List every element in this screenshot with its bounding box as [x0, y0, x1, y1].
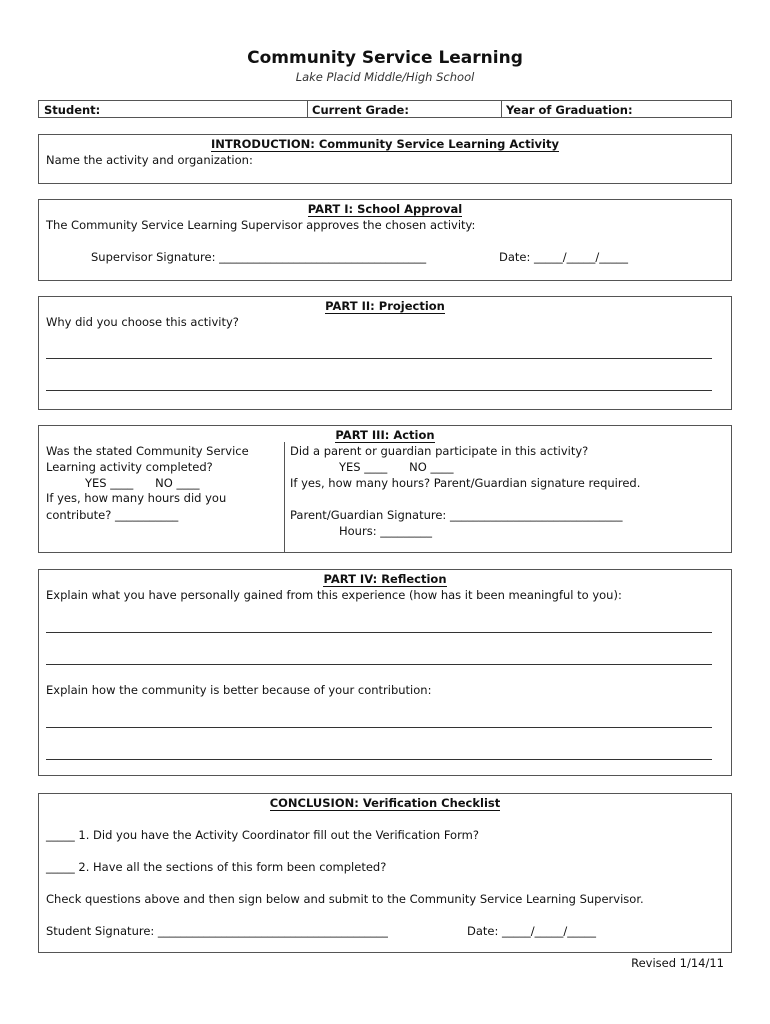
completed-question-line1: Was the stated Community Service [46, 444, 249, 458]
completed-yes-no[interactable]: YES ____ NO ____ [85, 476, 200, 490]
answer-line[interactable] [46, 727, 712, 728]
part2-heading: PART II: Projection [325, 299, 445, 313]
answer-line[interactable] [46, 664, 712, 665]
approval-text: The Community Service Learning Supervisor approves the chosen activity: [46, 218, 476, 232]
reflection-question-2: Explain how the community is better because of your contribution: [46, 683, 432, 697]
hours-question-line1: If yes, how many hours did you [46, 491, 227, 505]
student-signature-field[interactable]: Student Signature: ________________________________________ [46, 924, 388, 938]
introduction-heading: INTRODUCTION: Community Service Learning Activity [211, 137, 559, 151]
part3-section [38, 425, 732, 553]
introduction-section [38, 134, 732, 184]
parent-question: Did a parent or guardian participate in this activity? [290, 444, 589, 458]
school-name: Lake Placid Middle/High School [295, 70, 475, 84]
part3-heading: PART III: Action [335, 428, 435, 442]
answer-line[interactable] [46, 632, 712, 633]
revision-date: Revised 1/14/11 [631, 956, 724, 970]
parent-signature-field[interactable]: Parent/Guardian Signature: ______________________________ [290, 508, 623, 522]
student-info-row [38, 100, 732, 118]
part1-section [38, 199, 732, 281]
answer-line[interactable] [46, 358, 712, 359]
parent-hours-field[interactable]: Hours: _________ [339, 524, 432, 538]
divider [284, 442, 285, 552]
conclusion-section [38, 793, 732, 953]
reflection-question-1: Explain what you have personally gained from this experience (how has it been meaningful to you): [46, 588, 622, 602]
projection-question: Why did you choose this activity? [46, 315, 239, 329]
conclusion-heading: CONCLUSION: Verification Checklist [269, 796, 501, 810]
checklist-item-2[interactable]: _____ 2. Have all the sections of this form been completed? [46, 860, 387, 874]
supervisor-date-field[interactable]: Date: _____/_____/_____ [499, 250, 629, 264]
hours-contributed-field[interactable]: contribute? ___________ [46, 508, 179, 522]
answer-line[interactable] [46, 390, 712, 391]
student-date-field[interactable]: Date: _____/_____/_____ [467, 924, 597, 938]
answer-line[interactable] [46, 759, 712, 760]
parent-yes-no[interactable]: YES ____ NO ____ [339, 460, 454, 474]
grade-field[interactable]: Current Grade: [312, 103, 409, 117]
supervisor-signature-field[interactable]: Supervisor Signature: ____________________________________ [91, 250, 427, 264]
parent-hours-question: If yes, how many hours? Parent/Guardian signature required. [290, 476, 641, 490]
activity-prompt: Name the activity and organization: [46, 153, 253, 167]
part4-heading: PART IV: Reflection [323, 572, 447, 586]
completed-question-line2: Learning activity completed? [46, 460, 213, 474]
form-title: Community Service Learning [247, 48, 523, 68]
graduation-field[interactable]: Year of Graduation: [506, 103, 633, 117]
part1-heading: PART I: School Approval [307, 202, 463, 216]
part4-section [38, 569, 732, 776]
student-field[interactable]: Student: [44, 103, 101, 117]
part2-section [38, 296, 732, 410]
submission-instruction: Check questions above and then sign below and submit to the Community Service Learning Supervisor. [46, 892, 644, 906]
checklist-item-1[interactable]: _____ 1. Did you have the Activity Coordinator fill out the Verification Form? [46, 828, 479, 842]
